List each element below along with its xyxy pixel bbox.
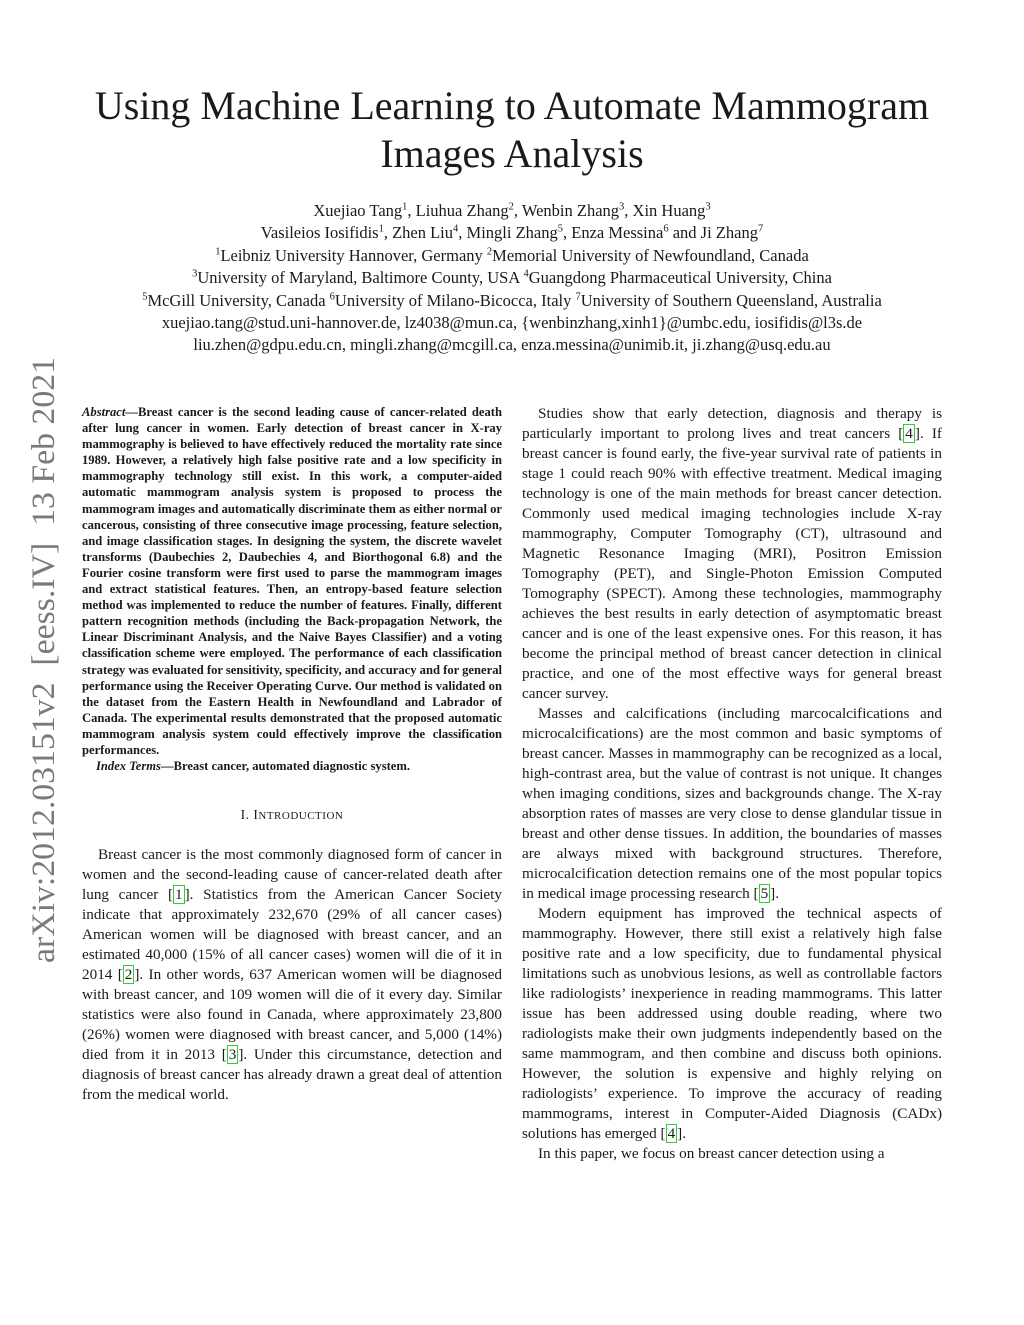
affiliation-name: McGill University, Canada — [147, 290, 330, 310]
author-block — [60, 200, 964, 357]
affiliation-name: Leibniz University Hannover, Germany — [220, 245, 487, 265]
abstract-label: Abstract — [82, 405, 126, 419]
para-text: . — [775, 885, 780, 902]
abstract-text: —Breast cancer is the second leading cause of cancer-related death after lung cancer in women. Early detection of breast cancer in X-ray mammography is believed to have effectively reduced the mortality rate since 1989. However, a relatively high false positive rate and a low specificity in mammography technology still exist. In this work, a computer-aided automatic mammogram analysis system is proposed to process the mammogram images and automatically discriminate them as either normal or cancerous, consisting of three consecutive image processing, feature selection, and image classification stages. In designing the system, the discrete wavelet transforms (Daubechies 2, Daubechies 4, and Biorthogonal 6.8) and the Fourier cosine transform were first used to parse the mammogram images and extract statistical features. Then, an entropy-based feature selection method was implemented to reduce the number of features. Finally, different pattern recognition methods (including the Back-propagation Network, the Linear Discriminant Analysis, and the Naive Bayes Classifier) and a voting classification scheme were employed. The performance of each classification strategy was evaluated for sensitivity, specificity, and accuracy and for general performance using the Receiver Operating Curve. Our method is validated on the dataset from the Eastern Health in Newfoundland and Labrador of Canada. The experimental results demonstrated that the proposed automatic mammogram analysis system could effectively improve the classification performances. — [82, 405, 502, 757]
right-column — [522, 404, 942, 1164]
author-name: Liuhua Zhang — [415, 201, 509, 220]
title-line-1: Using Machine Learning to Automate Mammogram — [94, 83, 930, 128]
affiliation-name: Memorial University of Newfoundland, Canada — [492, 245, 809, 265]
affiliation-marker: 7 — [575, 291, 581, 303]
paragraph-modern-equipment: Modern equipment has improved the technical aspects of mammography. However, there still exist a relatively high false positive rate and a low specificity, due to fundamental physical limitations such as unobvious lesions, as well as controllable factors like radiologists’ inexperience in reading mammograms. This latter issue has been addressed using double reading, where two radiologists make their own judgments independently based on the same mammogram, and then combine and discuss both opinions. However, the solution is expensive and highly relying on radiologists’ experience. To improve the accuracy of reading mammograms, interest in Computer-Aided Diagnosis (CADx) solutions has emerged [ 4 ]. — [522, 905, 942, 1142]
author-name: Enza Messina — [571, 223, 664, 243]
affiliation-marker: 3 — [619, 201, 625, 213]
para-text: Studies show that early detection, diagnosis and therapy is particularly important to prolong lives and treat cancers — [522, 405, 942, 442]
affiliation-name: University of Milano-Bicocca, Italy — [334, 290, 576, 310]
citation-link[interactable]: 3 — [228, 1046, 237, 1064]
section-heading-introduction — [82, 807, 502, 823]
abstract-paragraph — [82, 404, 502, 758]
intro-text-2: . Statistics from the American Cancer Society indicate that approximately 232,670 (29% of all cancer cases) American women will be diagnosed with breast cancer, and an estimated 40,000 (15% of all cancer cases) women will die of it in 2014 — [82, 886, 502, 984]
index-terms — [82, 758, 502, 774]
citation-link[interactable]: 4 — [905, 425, 913, 442]
citation-link[interactable]: 2 — [124, 966, 133, 984]
affiliation-marker: 1 — [378, 223, 384, 235]
affiliation-marker: 1 — [402, 201, 408, 213]
para-text: Masses and calcifications (including marcocalcifications and microcalcifications) are the most common and basic symptoms of breast cancer. Masses in mammography can be recognized as a local, high-contrast area, but the value of contrast is not unique. It changes when imaging conditions, sizes and backgrounds change. The X-ray absorption rates of masses are very close to dense glandular tissue in breast and other dense tissues. In addition, the boundaries of masses are always mixed with background structures. Therefore, microcalcification detection remains one of the most popular topics in medical image processing research — [522, 705, 943, 902]
index-terms-text: —Breast cancer, automated diagnostic system. — [160, 759, 411, 774]
affiliation-name: University of Southern Queensland, Australia — [580, 290, 882, 310]
emails-line-2: liu.zhen@gdpu.edu.cn, mingli.zhang@mcgill.ca, enza.messina@unimib.it, ji.zhang@usq.edu.au — [193, 335, 831, 355]
affiliation-marker: 5 — [142, 291, 148, 303]
author-name: Xuejiao Tang — [313, 201, 403, 220]
affiliation-marker: 2 — [486, 246, 493, 258]
emails-line-1: xuejiao.tang@stud.uni-hannover.de, lz4038@mun.ca, {wenbinzhang,xinh1}@umbc.edu, iosifidis@l3s.de — [161, 313, 863, 333]
authors-line-1: Xuejiao Tang$^1$, Liuhua Zhang$^2$, Wenbin Zhang$^3$, Xin Huang$^3$ — [313, 201, 711, 220]
citation-link[interactable]: 1 — [175, 886, 183, 904]
intro-text-4: . Under this circumstance, detection and diagnosis of breast cancer has already drawn a great deal of attention from the medical world. — [82, 1046, 502, 1104]
affiliation-marker: 4 — [523, 268, 529, 280]
introduction-body — [82, 845, 502, 1105]
para-text: Modern equipment has improved the technical aspects of mammography. However, there still exist a relatively high false positive rate and a low specificity, due to fundamental physical limitations such as unobvious lesions, as well as controllable factors like radiologists’ inexperience in reading mammograms. This latter issue has been addressed using double reading, where two radiologists make their own judgments independently based on the same mammogram, and then combine and discuss both opinions. However, the solution is expensive and highly relying on radiologists’ experience. To improve the accuracy of reading mammograms, interest in Computer-Aided Diagnosis (CADx) solutions has emerged — [522, 905, 942, 1142]
para-text: . If breast cancer is found early, the five-year survival rate of patients in stage 1 could reach 90% with effective treatment. Medical imaging technology is one of the main methods for breast cancer detection. Commonly used medical imaging technologies include X-ray mammography, Computer Tomography (CT), ultrasound and Magnetic Resonance Imaging (MRI), Positron Emission Tomography (PET), and Single-Photon Emission Computed Tomography (SPECT). Among these technologies, mammography achieves the best results in early detection of asymptomatic breast cancer and is one of the least expensive ones. For this reason, it has become the principal method of breast cancer detection in clinical practice, and one of the most effective ways for general breast cancer survey. — [522, 425, 942, 702]
author-name: Vasileios Iosifidis — [260, 223, 379, 243]
affiliation-marker: 1 — [215, 246, 221, 258]
affiliation-name: University of Maryland, Baltimore County, USA — [197, 268, 524, 288]
left-column — [82, 404, 502, 1105]
index-terms-label: Index Terms — [96, 759, 161, 774]
author-name: Wenbin Zhang — [521, 201, 620, 220]
title-line-2: Images Analysis — [380, 131, 644, 176]
section-title-rest: NTRODUCTION — [258, 810, 344, 823]
affiliation-marker: 6 — [663, 223, 669, 235]
paragraph-in-this-paper: In this paper, we focus on breast cancer detection using a — [538, 1145, 885, 1162]
affiliation-marker: 5 — [557, 223, 563, 235]
section-initial: I — [253, 807, 259, 823]
author-name: Xin Huang — [632, 201, 706, 220]
arxiv-identifier: arXiv:2012.03151v2 [eess.IV] 13 Feb 2021 — [26, 379, 62, 963]
authors-line-2: Vasileios Iosifidis$^1$, Zhen Liu$^4$, Mingli Zhang$^5$, Enza Messina$^6$ and Ji Zhang$^7$ — [260, 223, 764, 243]
affiliation-name: Guangdong Pharmaceutical University, China — [528, 268, 832, 288]
affiliation-marker: 2 — [508, 201, 514, 213]
abstract — [82, 404, 502, 774]
citation-link[interactable]: 5 — [760, 885, 769, 902]
paper-title — [60, 82, 964, 178]
paragraph-early-detection: Studies show that early detection, diagnosis and therapy is particularly important to prolong lives and treat cancers [ 4 ]. If breast cancer is found early, the five-year survival rate of patients in stage 1 could reach 90% with effective treatment. Medical imaging technology is one of the main methods for breast cancer detection. Commonly used medical imaging technologies include X-ray mammography, Computer Tomography (CT), ultrasound and Magnetic Resonance Imaging (MRI), Positron Emission Tomography (PET), and Single-Photon Emission Computed Tomography (SPECT). Among these technologies, mammography achieves the best results in early detection of asymptomatic breast cancer and is one of the least expensive ones. For this reason, it has become the principal method of breast cancer detection in clinical practice, and one of the most effective ways for general breast cancer survey. — [522, 405, 942, 702]
affiliation-marker: 4 — [453, 223, 459, 235]
right-column-body — [522, 404, 942, 1164]
arxiv-side-stamp — [8, 355, 68, 965]
paragraph-masses-calcifications: Masses and calcifications (including marcocalcifications and microcalcifications) are the most common and basic symptoms of breast cancer. Masses in mammography can be recognized as a local, high-contrast area, but the value of contrast is not unique. It changes when imaging conditions, sizes and backgrounds change. The X-ray absorption rates of masses are very close to dense glandular tissue in breast and other dense tissues. In addition, the boundaries of masses are always mixed with background structures. Therefore, microcalcification detection remains one of the most popular topics in medical image processing research [ 5 ]. — [522, 705, 943, 902]
intro-text-1: Breast cancer is the most commonly diagnosed form of cancer in women and the second-leading cause of cancer-related death after lung cancer — [82, 846, 502, 904]
affiliation-marker: 3 — [192, 268, 198, 280]
intro-paragraph-1: Breast cancer is the most commonly diagnosed form of cancer in women and the second-leading cause of cancer-related death after lung cancer [ 1 ]. Statistics from the American Cancer Society indicate that approximately 232,670 (29% of all cancer cases) American women will be diagnosed with breast cancer, and an estimated 40,000 (15% of all cancer cases) women will die of it in 2014 [ 2 ]. In other words, 637 American women will be diagnosed with breast cancer, and 109 women will die of it every day. Similar statistics were also found in Canada, where approximately 23,800 (26%) women were diagnosed with breast cancer, and 5,000 (14%) died from it in 2013 [ 3 ]. Under this circumstance, detection and diagnosis of breast cancer has already drawn a great deal of attention from the medical world. — [82, 846, 502, 1104]
affiliation-marker: 7 — [757, 223, 764, 235]
affiliations-line-3 — [60, 290, 964, 312]
intro-text-3: . In other words, 637 American women will be diagnosed with breast cancer, and 109 women will die of it every day. Similar statistics were also found in Canada, where approximately 23,800 (26%) women were diagnosed with breast cancer, and 5,000 (14%) died from it in 2013 — [82, 966, 502, 1064]
author-name: Zhen Liu — [392, 223, 454, 243]
affiliations-line-1 — [60, 245, 964, 267]
citation-link[interactable]: 4 — [667, 1125, 676, 1142]
affiliations-line-2 — [60, 267, 964, 289]
affiliation-marker: 6 — [329, 291, 335, 303]
author-name: Ji Zhang — [700, 223, 758, 243]
section-number: I. — [240, 807, 254, 823]
author-name: Mingli Zhang — [466, 223, 558, 243]
affiliation-marker: 3 — [705, 201, 711, 213]
para-text: . — [682, 1125, 687, 1142]
